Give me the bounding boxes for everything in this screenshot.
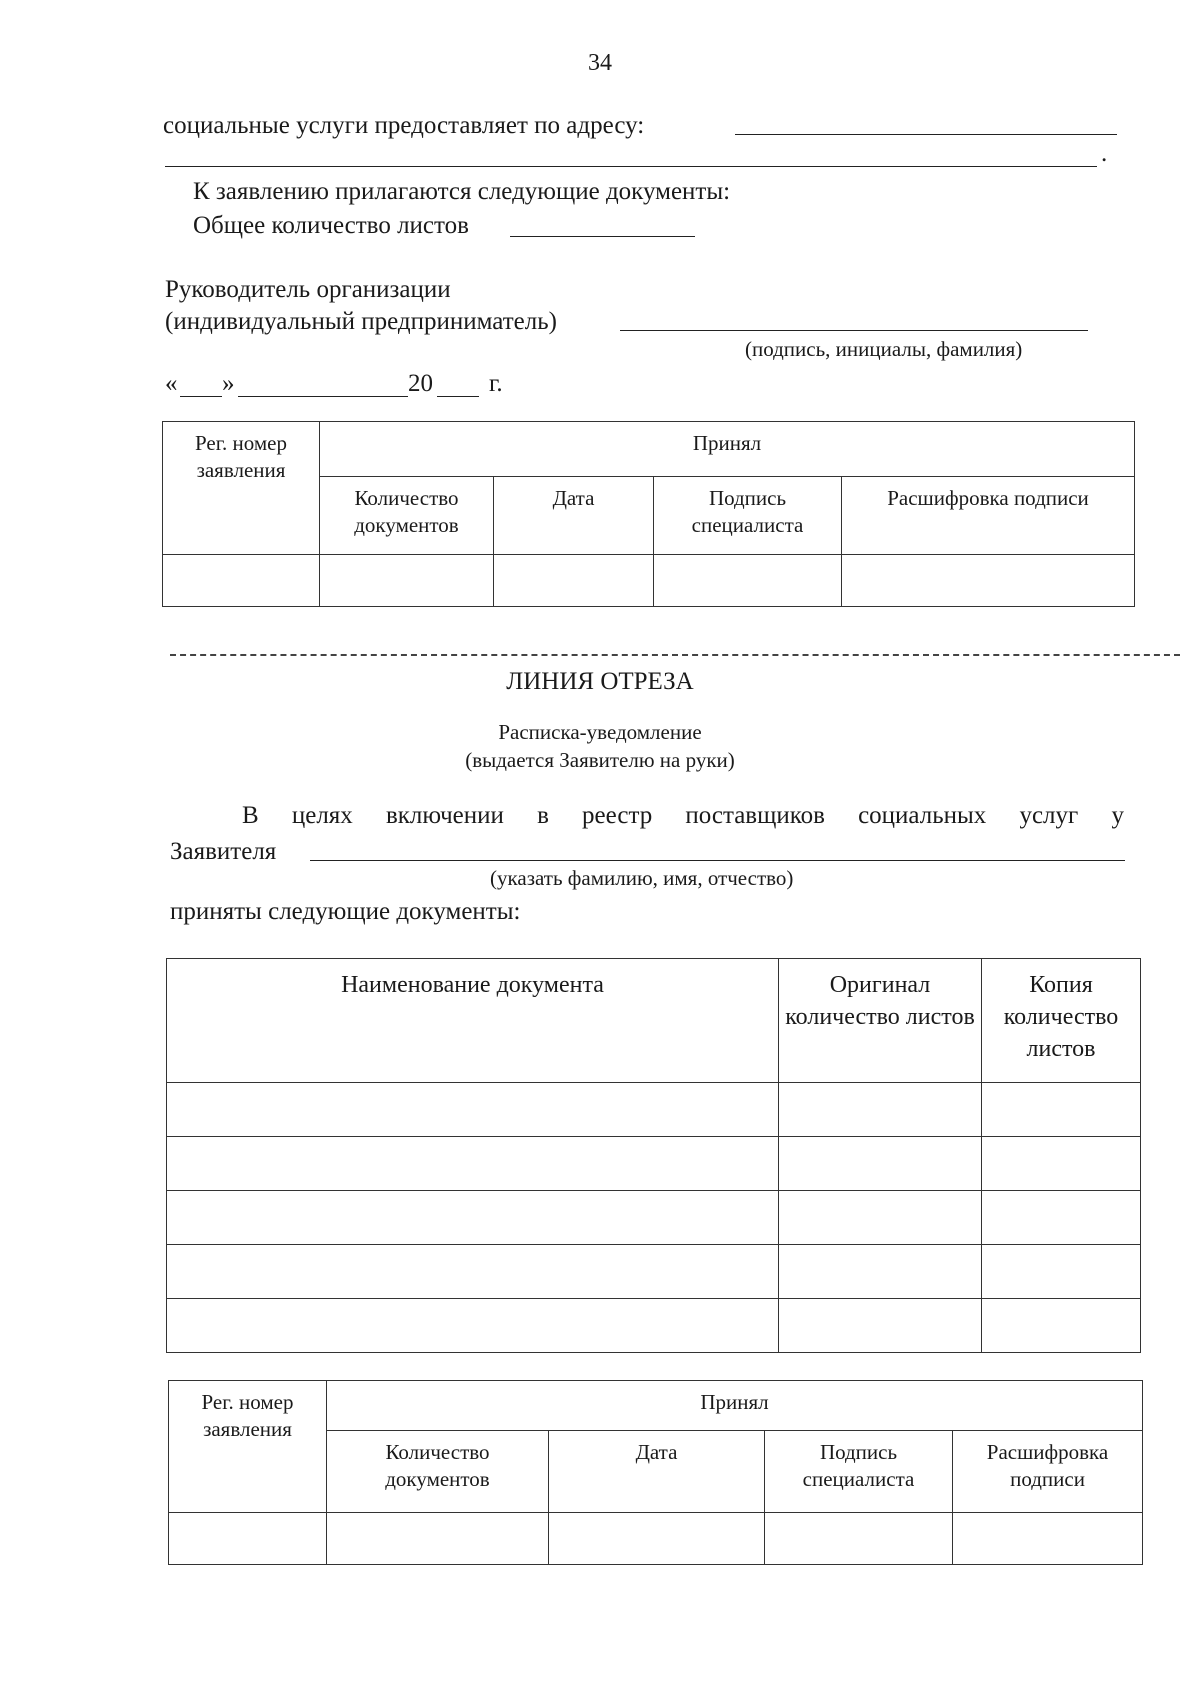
address-field-2[interactable]: [165, 142, 1097, 167]
date-month-field[interactable]: [238, 370, 408, 397]
signature-decoding-header: Расшифровка подписи: [953, 1431, 1143, 1513]
date-year-prefix: 20: [408, 370, 433, 397]
date-year-field[interactable]: [437, 370, 479, 397]
receipt-title: Расписка-уведомление: [498, 720, 702, 744]
accepted-header: Принял: [327, 1381, 1143, 1431]
applicant-label: Заявителя: [170, 838, 277, 865]
table-row: [169, 1513, 1143, 1565]
acceptance-table-2: [168, 1380, 1143, 1565]
purpose-word: целях: [291, 802, 353, 829]
sheets-total-field[interactable]: [510, 212, 695, 237]
copy-sheets-header: Копия количество листов: [982, 959, 1141, 1083]
doc-name-cell[interactable]: [167, 1245, 779, 1299]
purpose-word: социальных: [858, 802, 987, 829]
original-sheets-cell[interactable]: [779, 1137, 982, 1191]
copy-sheets-cell[interactable]: [982, 1137, 1141, 1191]
doc-name-cell[interactable]: [167, 1137, 779, 1191]
table-row: [167, 1299, 1141, 1353]
doc-name-cell[interactable]: [167, 1083, 779, 1137]
copy-sheets-cell[interactable]: [982, 1191, 1141, 1245]
table-row: [167, 1191, 1141, 1245]
signature-hint: (подпись, инициалы, фамилия): [745, 337, 1023, 361]
date-cell[interactable]: [549, 1513, 765, 1565]
date-cell[interactable]: [494, 555, 654, 607]
cut-line-label: ЛИНИЯ ОТРЕЗА: [506, 668, 694, 695]
signature-decoding-cell[interactable]: [842, 555, 1135, 607]
doc-count-header: Количество документов: [320, 477, 494, 555]
receipt-subtitle: (выдается Заявителю на руки): [465, 748, 735, 772]
original-sheets-cell[interactable]: [779, 1191, 982, 1245]
doc-count-header: Количество документов: [327, 1431, 549, 1513]
documents-table: [166, 958, 1141, 1353]
table-row: [167, 1245, 1141, 1299]
applicant-name-field[interactable]: [310, 834, 1125, 861]
original-sheets-header: Оригинал количество листов: [779, 959, 982, 1083]
doc-name-cell[interactable]: [167, 1191, 779, 1245]
signature-decoding-cell[interactable]: [953, 1513, 1143, 1565]
attachments-intro: К заявлению прилагаются следующие документы:: [193, 178, 731, 205]
accepted-header: Принял: [320, 422, 1135, 477]
address-label: социальные услуги предоставляет по адресу:: [163, 112, 645, 139]
doc-name-cell[interactable]: [167, 1299, 779, 1353]
cut-dashed-line: [170, 654, 1180, 656]
doc-count-cell[interactable]: [320, 555, 494, 607]
purpose-word: включении: [385, 802, 504, 829]
date-day-field[interactable]: [180, 370, 222, 397]
page-number: 34: [588, 50, 612, 76]
original-sheets-cell[interactable]: [779, 1245, 982, 1299]
purpose-word: В: [242, 802, 259, 829]
date-header: Дата: [494, 477, 654, 555]
original-sheets-cell[interactable]: [779, 1299, 982, 1353]
head-label-line1: Руководитель организации: [165, 276, 451, 303]
specialist-signature-header: Подпись специалиста: [654, 477, 842, 555]
doc-count-cell[interactable]: [327, 1513, 549, 1565]
date-header: Дата: [549, 1431, 765, 1513]
purpose-word: реестр: [582, 802, 653, 829]
specialist-signature-cell[interactable]: [654, 555, 842, 607]
table-row: [167, 1083, 1141, 1137]
reg-number-header: Рег. номер заявления: [169, 1381, 327, 1513]
applicant-hint: (указать фамилию, имя, отчество): [490, 866, 794, 890]
table-row: [167, 1137, 1141, 1191]
specialist-signature-cell[interactable]: [765, 1513, 953, 1565]
head-label-line2: (индивидуальный предприниматель): [165, 308, 557, 335]
accepted-docs-label: приняты следующие документы:: [170, 898, 521, 925]
acceptance-table-1: [162, 421, 1135, 607]
copy-sheets-cell[interactable]: [982, 1083, 1141, 1137]
specialist-signature-header: Подпись специалиста: [765, 1431, 953, 1513]
copy-sheets-cell[interactable]: [982, 1245, 1141, 1299]
purpose-word: у: [1111, 802, 1124, 829]
signature-decoding-header: Расшифровка подписи: [842, 477, 1135, 555]
date-open-quote: «: [165, 370, 178, 397]
reg-number-cell[interactable]: [163, 555, 320, 607]
reg-number-cell[interactable]: [169, 1513, 327, 1565]
purpose-line: [242, 802, 1124, 830]
purpose-word: поставщиков: [685, 802, 825, 829]
original-sheets-cell[interactable]: [779, 1083, 982, 1137]
purpose-word: услуг: [1019, 802, 1079, 829]
sheets-total-label: Общее количество листов: [193, 212, 469, 239]
address-end-period: .: [1101, 140, 1108, 167]
reg-number-header: Рег. номер заявления: [163, 422, 320, 555]
date-year-suffix: г.: [489, 370, 503, 397]
copy-sheets-cell[interactable]: [982, 1299, 1141, 1353]
date-close-quote: »: [222, 370, 235, 397]
doc-name-header: Наименование документа: [167, 959, 779, 1083]
purpose-word: в: [537, 802, 549, 829]
head-signature-field[interactable]: [620, 304, 1088, 331]
table-row: [163, 555, 1135, 607]
address-field-1[interactable]: [735, 108, 1117, 135]
